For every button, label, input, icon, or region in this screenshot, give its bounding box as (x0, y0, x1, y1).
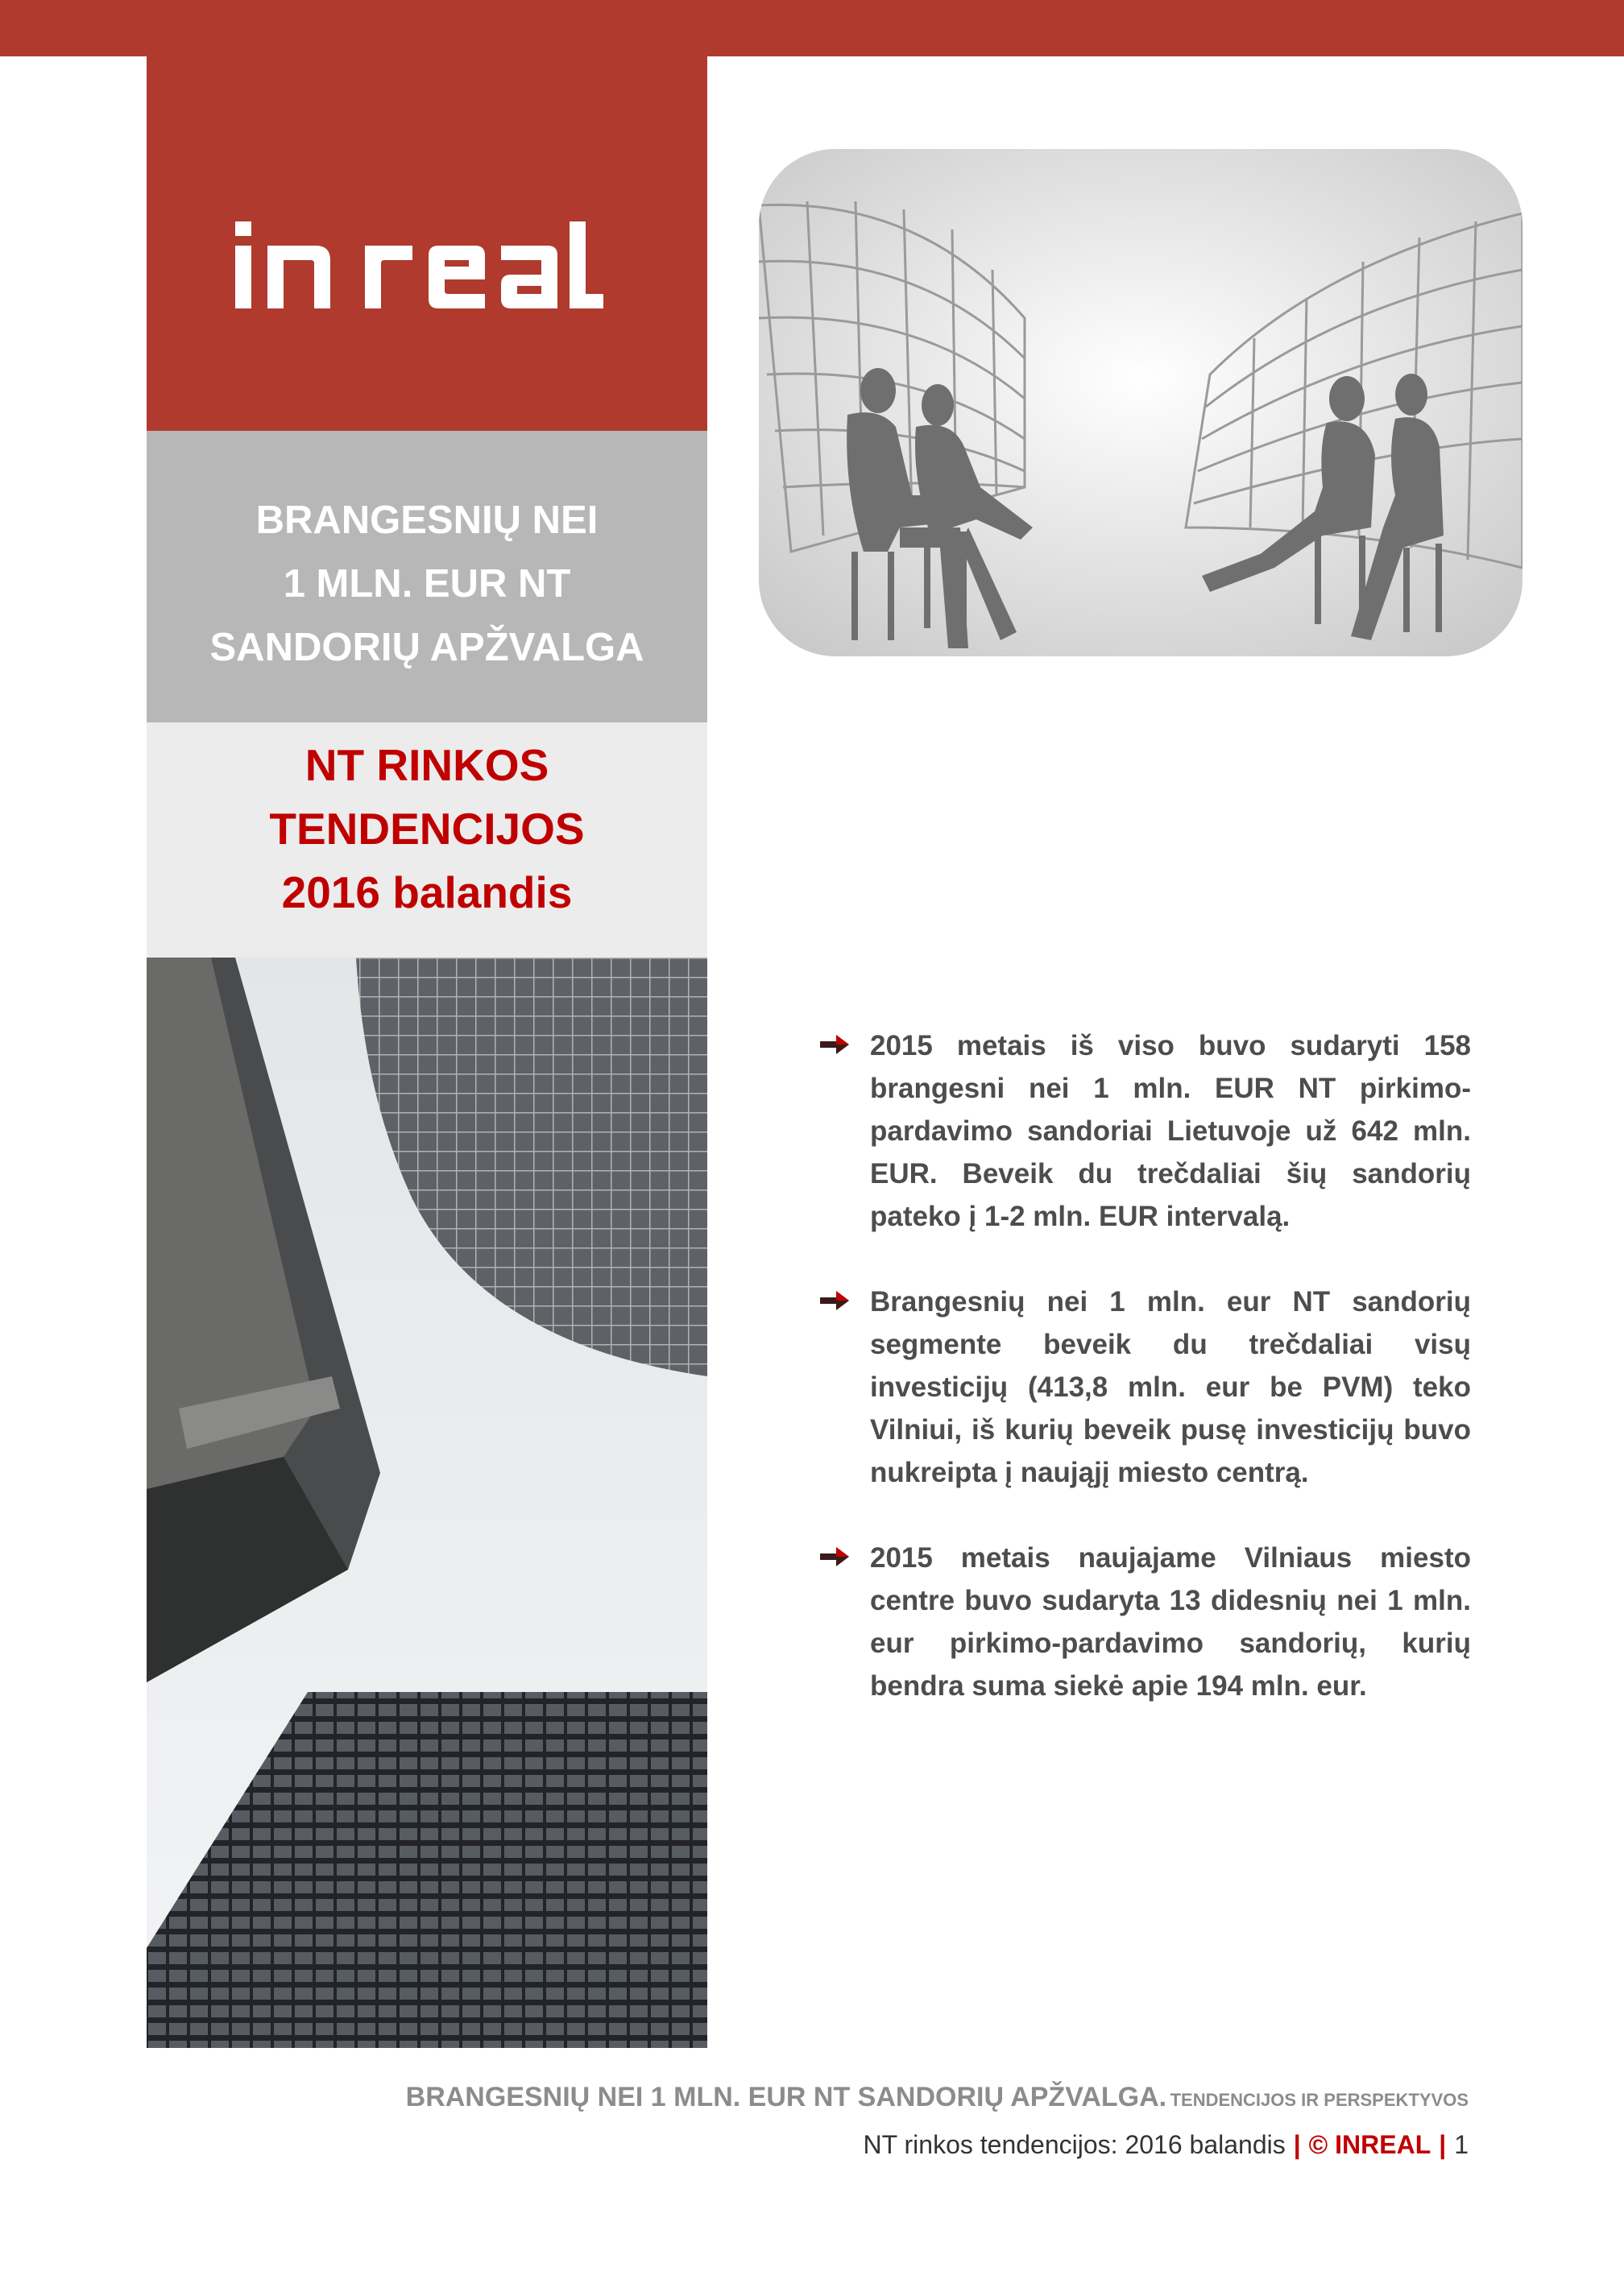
cover-title-line: BRANGESNIŲ NEI (255, 499, 599, 542)
footer-main-title: BRANGESNIŲ NEI 1 MLN. EUR NT SANDORIŲ APŽVALGA. (405, 2082, 1167, 2112)
finding-text: Brangesnių nei 1 mln. eur NT sandorių segmente beveik du trečdaliai visų investicijų (413,8 mln. eur be PVM) teko Vilniui, iš kurių beveik pusę investicijų buvo nukreipta į naująjį miesto centrą. (870, 1286, 1471, 1488)
top-accent-band (0, 0, 1624, 56)
subtitle-line: NT RINKOS (304, 740, 549, 790)
list-item (820, 1280, 1471, 1494)
finding-text: 2015 metais naujajame Vilniaus miesto centre buvo sudaryta 13 didesnių nei 1 mln. eur pirkimo-pardavimo sandorių, kurių bendra suma siekė apie 194 mln. eur. (870, 1542, 1471, 1702)
report-subtitle (147, 734, 707, 925)
business-meeting-illustration (759, 149, 1522, 656)
cover-title (147, 489, 707, 680)
inreal-logo (231, 221, 618, 310)
footer-separator: | (1293, 2130, 1301, 2159)
footer-copyright: © INREAL (1308, 2130, 1431, 2159)
key-findings-list (820, 1024, 1471, 1750)
footer-title (406, 2082, 1469, 2113)
subtitle-block (147, 722, 707, 958)
list-item (820, 1024, 1471, 1238)
arrow-bullet-icon (820, 1032, 851, 1057)
list-item (820, 1537, 1471, 1707)
arrow-bullet-icon (820, 1289, 851, 1313)
subtitle-line: 2016 balandis (281, 867, 573, 917)
arrow-bullet-icon (820, 1545, 851, 1569)
skyscraper-photo (147, 958, 707, 2048)
footer-meta (864, 2130, 1469, 2160)
finding-text: 2015 metais iš viso buvo sudaryti 158 brangesni nei 1 mln. EUR NT pirkimo-pardavimo sandoriai Lietuvoje už 642 mln. EUR. Beveik du trečdaliai šių sandorių pateko į 1-2 mln. EUR intervalą. (870, 1030, 1471, 1232)
cover-title-line: SANDORIŲ APŽVALGA (209, 626, 644, 669)
logo-block (147, 56, 707, 431)
footer-edition: NT rinkos tendencijos: 2016 balandis (863, 2130, 1286, 2159)
subtitle-line: TENDENCIJOS (269, 804, 585, 854)
cover-title-line: 1 MLN. EUR NT (283, 562, 571, 606)
page-number: 1 (1454, 2130, 1469, 2159)
footer-subtitle: TENDENCIJOS IR PERSPEKTYVOS (1170, 2090, 1469, 2110)
footer-separator: | (1439, 2130, 1447, 2159)
cover-title-block (147, 431, 707, 722)
